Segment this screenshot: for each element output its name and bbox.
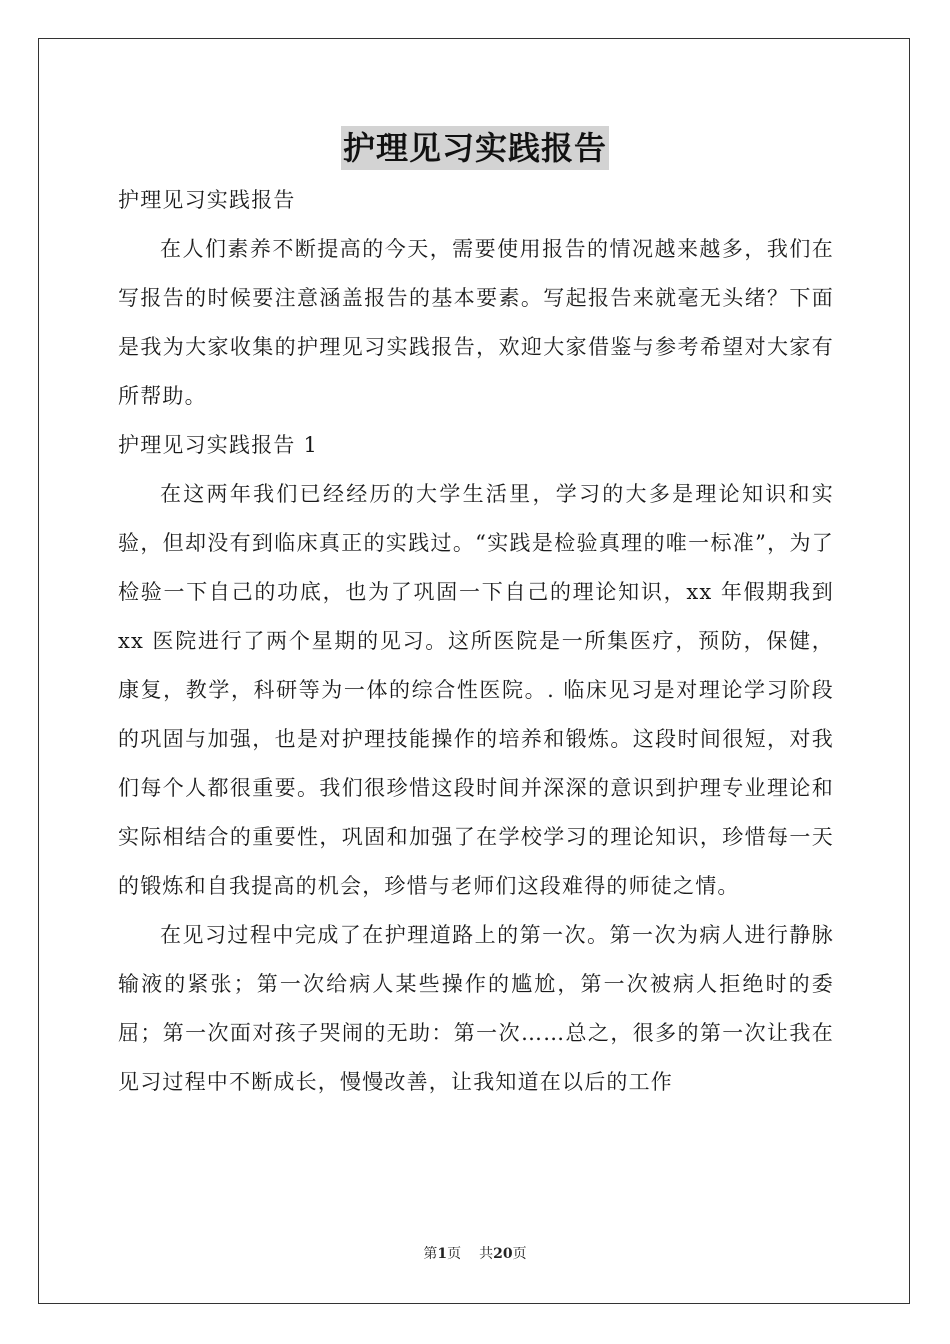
page-unit: 页 — [447, 1246, 462, 1262]
page-total: 20 — [493, 1246, 513, 1262]
document-body — [118, 176, 834, 1107]
paragraph-intro: 在人们素养不断提高的今天，需要使用报告的情况越来越多，我们在写报告的时候要注意涵盖报告的基本要素。写起报告来就毫无头绪？下面是我为大家收集的护理见习实践报告，欢迎大家借鉴与参考希望对大家有所帮助。 — [118, 237, 834, 408]
paragraph-section1-b: 在见习过程中完成了在护理道路上的第一次。第一次为病人进行静脉输液的紧张；第一次给病人某些操作的尴尬，第一次被病人拒绝时的委屈；第一次面对孩子哭闹的无助：第一次……总之，很多的第一次让我在见习过程中不断成长，慢慢改善，让我知道在以后的工作 — [118, 923, 834, 1094]
page-footer — [0, 1244, 950, 1264]
document-title: 护理见习实践报告 — [341, 126, 609, 170]
page-current: 1 — [437, 1246, 448, 1262]
total-prefix: 共 — [479, 1246, 494, 1262]
page-prefix: 第 — [423, 1246, 438, 1262]
document-subtitle: 护理见习实践报告 — [118, 188, 296, 212]
paragraph-section1-a: 在这两年我们已经经历的大学生活里，学习的大多是理论知识和实验，但却没有到临床真正的实践过。“实践是检验真理的唯一标准”，为了检验一下自己的功底，也为了巩固一下自己的理论知识，xx 年假期我到 xx 医院进行了两个星期的见习。这所医院是一所集医疗，预防，保健，康复，教学，科研等为一体的综合性医院。. 临床见习是对理论学习阶段的巩固与加强，也是对护理技能操作的培养和锻炼。这段时间很短，对我们每个人都很重要。我们很珍惜这段时间并深深的意识到护理专业理论和实际相结合的重要性，巩固和加强了在学校学习的理论知识，珍惜每一天的锻炼和自我提高的机会，珍惜与老师们这段难得的师徒之情。 — [118, 482, 834, 898]
total-unit: 页 — [512, 1246, 527, 1262]
title-container — [0, 126, 950, 170]
section-heading-1: 护理见习实践报告 1 — [118, 433, 319, 457]
